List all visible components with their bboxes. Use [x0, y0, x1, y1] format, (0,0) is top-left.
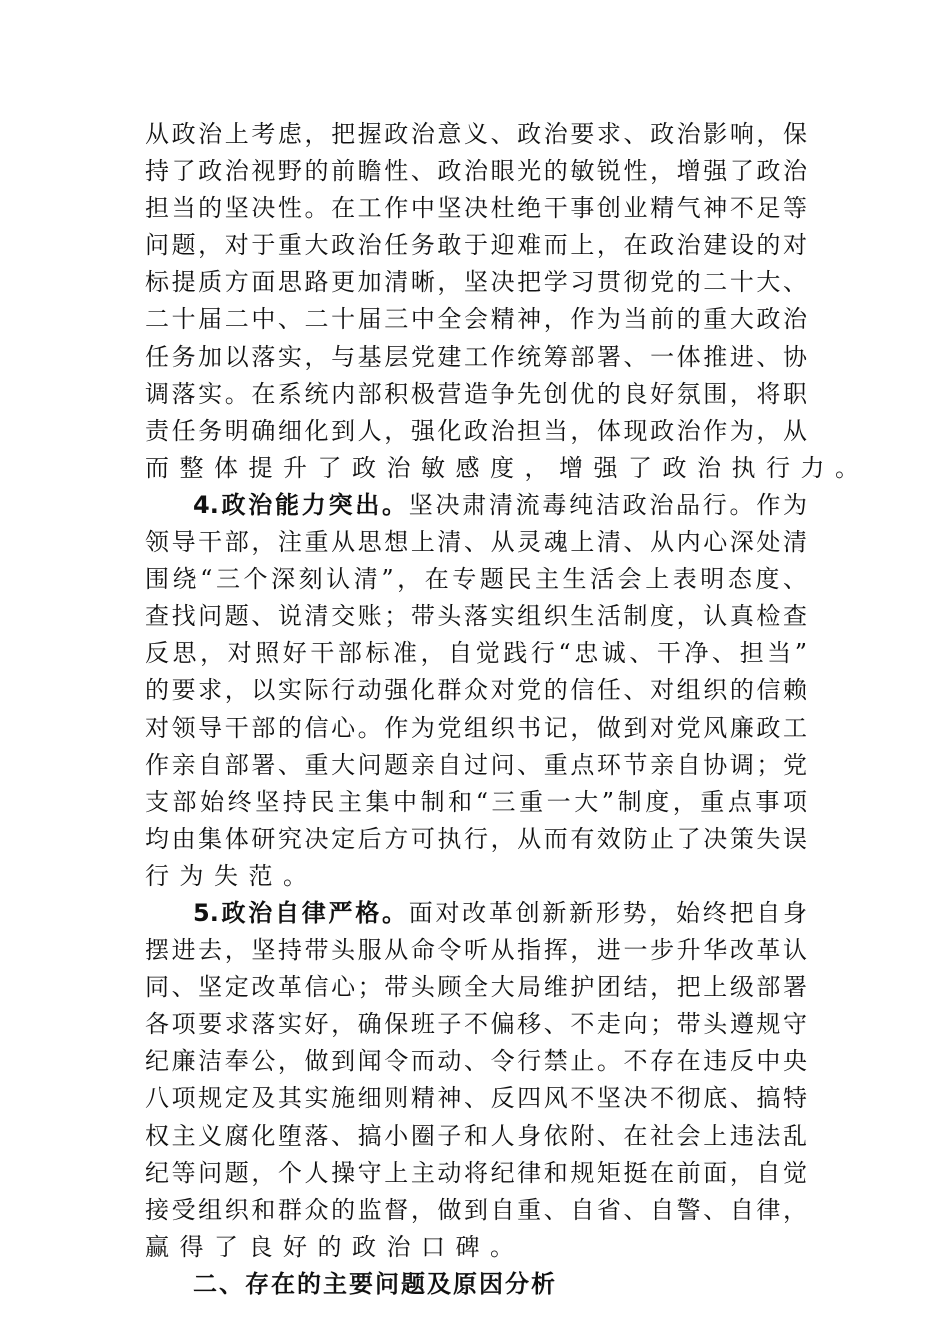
document-page — [145, 116, 870, 1303]
paragraph-line: 二十届二中、二十届三中全会精神，作为当前的重大政治 — [145, 305, 807, 334]
paragraph-line: 问题，对于重大政治任务敢于迎难而上，在政治建设的对 — [145, 231, 807, 260]
paragraph-line: 持了政治视野的前瞻性、政治眼光的敏锐性，增强了政治 — [145, 157, 807, 186]
paragraph-line: 支部始终坚持民主集中制和“三重一大”制度，重点事项 — [145, 787, 807, 816]
paragraph-line: 均由集体研究决定后方可执行，从而有效防止了决策失误 — [145, 824, 807, 853]
paragraph-line: 反思，对照好干部标准，自觉践行“忠诚、干净、担当” — [145, 639, 807, 668]
paragraph-text: 坚决肃清流毒纯洁政治品行。作为 — [408, 490, 807, 519]
paragraph-line: 行为失范。 — [145, 861, 318, 890]
paragraph-line — [145, 895, 807, 932]
paragraph-line: 而整体提升了政治敏感度，增强了政治执行力。 — [145, 453, 870, 482]
paragraph-line: 标提质方面思路更加清晰，坚决把学习贯彻党的二十大、 — [145, 268, 807, 297]
paragraph-line: 围绕“三个深刻认清”，在专题民主生活会上表明态度、 — [145, 565, 807, 594]
paragraph-lead: 5.政治自律严格。 — [193, 898, 409, 927]
paragraph — [145, 895, 807, 1266]
paragraph-text: 面对改革创新新形势，始终把自身 — [408, 898, 807, 927]
paragraph-line: 纪廉洁奉公，做到闻令而动、令行禁止。不存在违反中央 — [145, 1047, 807, 1076]
paragraph-line: 各项要求落实好，确保班子不偏移、不走向；带头遵规守 — [145, 1010, 807, 1039]
paragraph-line: 对领导干部的信心。作为党组织书记，做到对党风廉政工 — [145, 713, 807, 742]
paragraph-line: 领导干部，注重从思想上清、从灵魂上清、从内心深处清 — [145, 528, 807, 557]
paragraph-line: 从政治上考虑，把握政治意义、政治要求、政治影响，保 — [145, 120, 807, 148]
paragraph-line: 责任务明确细化到人，强化政治担当，体现政治作为，从 — [145, 416, 807, 445]
paragraph-line: 查找问题、说清交账；带头落实组织生活制度，认真检查 — [145, 602, 807, 631]
paragraph-line: 调落实。在系统内部积极营造争先创优的良好氛围，将职 — [145, 379, 807, 408]
paragraph-line: 作亲自部署、重大问题亲自过问、重点环节亲自协调；党 — [145, 750, 807, 779]
paragraph-line: 权主义腐化堕落、搞小圈子和人身依附、在社会上违法乱 — [145, 1121, 807, 1150]
paragraph-line: 同、坚定改革信心；带头顾全大局维护团结，把上级部署 — [145, 973, 807, 1002]
paragraph-line: 纪等问题，个人操守上主动将纪律和规矩挺在前面，自觉 — [145, 1158, 807, 1187]
paragraph-line: 的要求，以实际行动强化群众对党的信任、对组织的信赖 — [145, 676, 807, 705]
paragraph — [145, 116, 870, 487]
section-heading: 二、存在的主要问题及原因分析 — [193, 1269, 557, 1298]
paragraph-line — [145, 487, 807, 524]
paragraph-line: 摆进去，坚持带头服从命令听从指挥，进一步升华改革认 — [145, 936, 807, 965]
paragraph — [145, 487, 807, 895]
paragraph-line: 八项规定及其实施细则精神、反四风不坚决不彻底、搞特 — [145, 1084, 807, 1113]
paragraph-line: 接受组织和群众的监督，做到自重、自省、自警、自律， — [145, 1195, 807, 1224]
paragraph-lead: 4.政治能力突出。 — [193, 490, 409, 519]
paragraph-line: 担当的坚决性。在工作中坚决杜绝干事创业精气神不足等 — [145, 194, 807, 223]
paragraph-line: 赢得了良好的政治口碑。 — [145, 1232, 525, 1261]
paragraph-line: 任务加以落实，与基层党建工作统筹部署、一体推进、协 — [145, 342, 807, 371]
